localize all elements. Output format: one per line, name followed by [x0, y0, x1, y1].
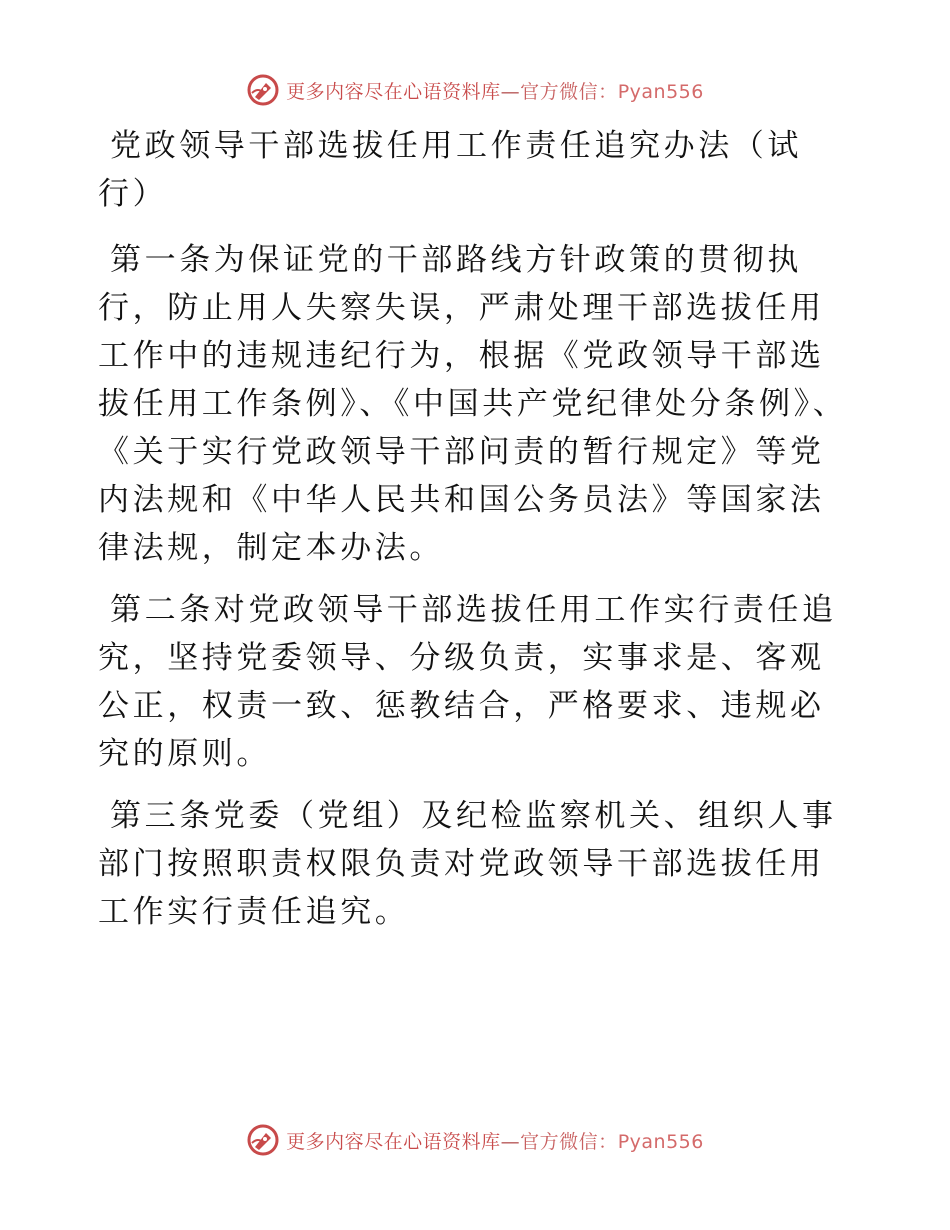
watermark-footer — [0, 1120, 950, 1160]
watermark-text — [286, 77, 704, 104]
document-body — [98, 122, 858, 950]
watermark-dash: — — [500, 80, 521, 103]
pen-nib-circle-icon — [246, 73, 280, 107]
document-title: 党政领导干部选拔任用工作责任追究办法（试行） — [98, 128, 802, 212]
watermark-wechat-label: 官方微信： — [520, 1130, 618, 1153]
watermark-site-text: 更多内容尽在心语资料库 — [286, 80, 501, 103]
article-paragraph: 第一条为保证党的干部路线方针政策的贯彻执行，防止用人失察失误，严肃处理干部选拔任用工作中的违规违纪行为，根据《党政领导干部选拔任用工作条例》、《中国共产党纪律处分条例》、《关于实行党政领导干部问责的暂行规定》等党内法规和《中华人民共和国公务员法》等国家法律法规，制定本办法。 — [98, 242, 848, 566]
watermark-text — [286, 1127, 704, 1154]
watermark-site-text: 更多内容尽在心语资料库 — [286, 1130, 501, 1153]
pen-nib-circle-icon — [246, 1123, 280, 1157]
watermark-wechat-handle: Pyan556 — [617, 1130, 704, 1153]
watermark-header — [0, 70, 950, 110]
watermark-wechat-label: 官方微信： — [520, 80, 618, 103]
article-paragraph: 第三条党委（党组）及纪检监察机关、组织人事部门按照职责权限负责对党政领导干部选拔任用工作实行责任追究。 — [98, 798, 837, 930]
article-paragraph: 第二条对党政领导干部选拔任用工作实行责任追究，坚持党委领导、分级负责，实事求是、客观公正，权责一致、惩教结合，严格要求、违规必究的原则。 — [98, 592, 837, 772]
watermark-wechat-handle: Pyan556 — [617, 80, 704, 103]
watermark-dash: — — [500, 1130, 521, 1153]
